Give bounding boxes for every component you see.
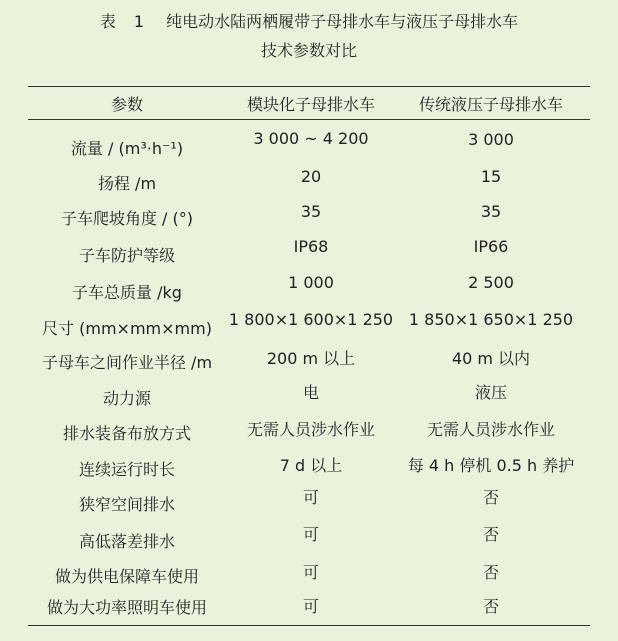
row-traditional-value: IP66 [473,237,509,256]
row-traditional-value: 否 [482,488,500,507]
row-traditional-value: 15 [480,167,502,186]
row-traditional-value: 无需人员涉水作业 [426,420,556,439]
row-modular-value: 1 800×1 600×1 250 [228,310,394,329]
row-param: 尺寸 (mm×mm×mm) [42,319,212,338]
row-traditional-value: 否 [482,525,500,544]
caption-title-line1: 纯电动水陆两栖履带子母排水车与液压子母排水车 [166,12,519,31]
row-modular-value: 可 [302,488,320,507]
row-param: 子车总质量 /kg [72,283,182,302]
header-traditional: 传统液压子母排水车 [418,95,564,114]
row-modular-value: 电 [302,383,320,402]
caption-label: 表 [99,12,118,31]
row-param: 高低落差排水 [78,532,176,551]
row-modular-value: 可 [302,563,320,582]
row-param: 连续运行时长 [78,460,176,479]
row-modular-value: IP68 [293,237,329,256]
row-traditional-value: 40 m 以内 [451,349,531,368]
table-caption [0,9,618,32]
row-param: 做为大功率照明车使用 [46,598,208,617]
row-modular-value: 3 000 ~ 4 200 [253,129,369,148]
row-param: 流量 / (m³·h⁻¹) [70,139,184,158]
row-traditional-value: 2 500 [468,273,514,292]
row-traditional-value: 35 [480,202,502,221]
header-param: 参数 [110,95,144,114]
row-param: 狭窄空间排水 [78,495,176,514]
row-param: 排水装备布放方式 [62,424,192,443]
row-modular-value: 7 d 以上 [279,456,343,475]
row-modular-value: 无需人员涉水作业 [246,420,376,439]
row-param: 扬程 /m [97,174,157,193]
header-rule [28,119,590,120]
row-modular-value: 1 000 [288,273,334,292]
row-traditional-value: 否 [482,563,500,582]
row-param: 动力源 [102,389,152,408]
row-traditional-value: 每 4 h 停机 0.5 h 养护 [407,456,575,475]
row-param: 做为供电保障车使用 [54,567,200,586]
row-modular-value: 可 [302,597,320,616]
table-bottom-rule [28,625,590,626]
caption-number: 1 [133,12,145,31]
row-param: 子车防护等级 [78,246,176,265]
row-traditional-value: 液压 [474,383,508,402]
caption-title-line2: 技术参数对比 [260,41,357,60]
row-modular-value: 35 [300,202,322,221]
row-traditional-value: 3 000 [468,130,514,149]
row-traditional-value: 1 850×1 650×1 250 [408,310,574,329]
row-modular-value: 可 [302,525,320,544]
header-modular: 模块化子母排水车 [246,95,376,114]
row-modular-value: 200 m 以上 [266,349,356,368]
row-traditional-value: 否 [482,597,500,616]
row-param: 子母车之间作业半径 /m [41,353,213,372]
table-top-rule [28,86,590,87]
row-modular-value: 20 [300,167,322,186]
row-param: 子车爬坡角度 / (°) [60,209,194,228]
